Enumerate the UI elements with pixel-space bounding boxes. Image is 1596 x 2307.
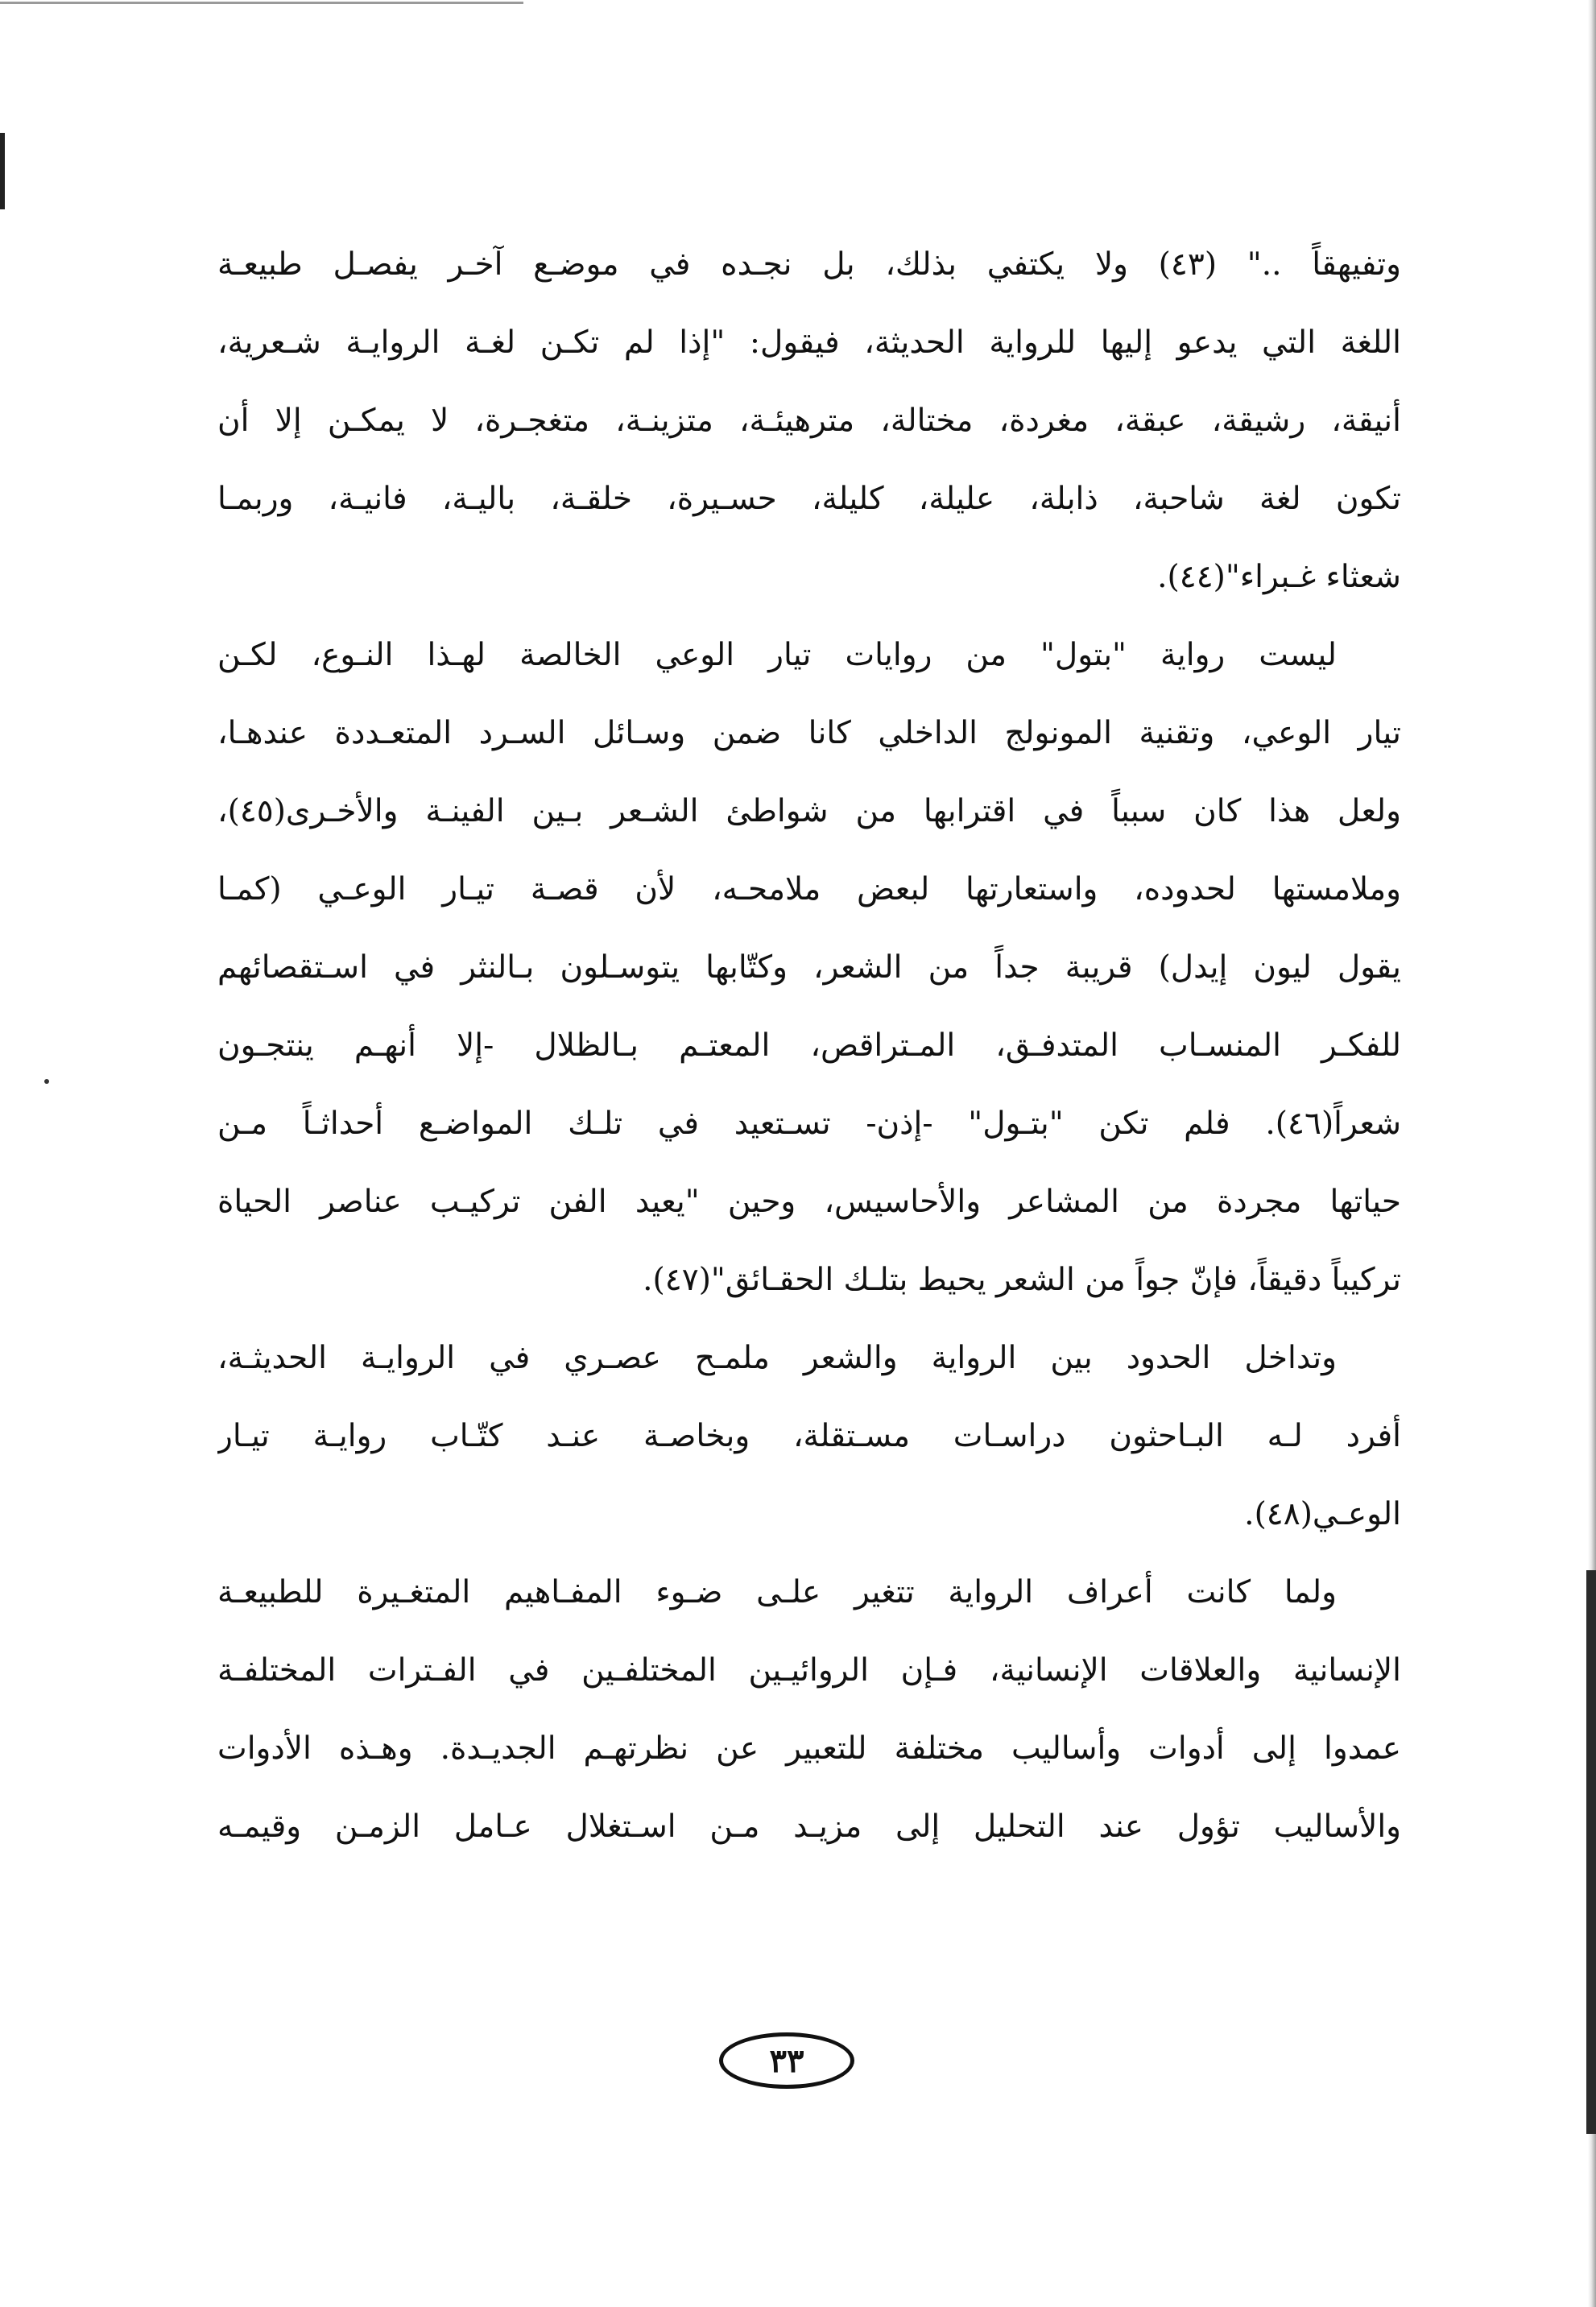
text-line: تكون لغة شاحبة، ذابلة، عليلة، كليلة، حسـيرة، خلقـة، باليـة، فانيـة، وربمـا <box>217 481 1401 517</box>
page-body <box>217 225 1401 1866</box>
text-line: شعثاء غـبراء"(٤٤). <box>1157 559 1401 595</box>
text-line: تركيباً دقيقاً، فإنّ جواً من الشعر يحيط بتلـك الحقـائق"(٤٧). <box>643 1262 1401 1298</box>
text-line: شعراً(٤٦). فلم تكن "بتـول" -إذن- تسـتعيد في تلـك المواضـع أحداثـاً مـن <box>217 1106 1401 1142</box>
paragraph-first-line: ولما كانت أعراف الرواية تتغير علـى ضـوء المفـاهيم المتغـيرة للطبيعـة <box>217 1574 1337 1610</box>
text-line: أفرد لـه البـاحثون دراسـات مسـتقلة، وبخاصـة عنـد كتّـاب روايـة تيـار <box>217 1418 1401 1454</box>
text-line: وملامستها لحدوده، واستعارتها لبعض ملامحـه، لأن قصـة تيـار الوعـي (كمـا <box>217 871 1401 908</box>
text-line: والأساليب تؤول عند التحليل إلى مزيـد مـن اسـتغلال عـامل الزمـن وقيمـه <box>217 1809 1401 1845</box>
paragraph-first-line: وتداخل الحدود بين الرواية والشعر ملمـح عصـري في الروايـة الحديثـة، <box>217 1340 1337 1376</box>
scan-speck <box>44 1079 49 1084</box>
left-scan-mark <box>0 133 5 209</box>
text-line: وتفيهقاً .." (٤٣) ولا يكتفي بذلك، بل نجـده في موضـع آخـر يفصـل طبيعـة <box>217 246 1401 283</box>
text-line: أنيقة، رشيقة، عبقة، مغردة، مختالة، مترهيئـة، متزينـة، متغجـرة، لا يمكـن إلا أن <box>217 403 1401 439</box>
paragraph-first-line: ليست رواية "بتول" من روايات تيار الوعي الخالصة لهـذا النـوع، لكـن <box>217 637 1337 673</box>
text-line: اللغة التي يدعو إليها للرواية الحديثة، فيقول: "إذا لم تكـن لغـة الروايـة شـعرية، <box>217 325 1401 361</box>
text-line: عمدوا إلى أدوات وأساليب مختلفة للتعبير عن نظرتهـم الجديـدة. وهـذه الأدوات <box>217 1730 1401 1767</box>
text-line: تيار الوعي، وتقنية المونولج الداخلي كانا ضمن وسـائل السـرد المتعـددة عندهـا، <box>217 715 1401 751</box>
text-line: ولعل هذا كان سبباً في اقترابها من شواطئ الشـعر بـين الفينـة والأخـرى(٤٥)، <box>217 793 1401 829</box>
text-line: الوعـي(٤٨). <box>1244 1496 1401 1532</box>
text-line: حياتها مجردة من المشاعر والأحاسيس، وحين "يعيد الفن تركيـب عناصر الحياة <box>217 1184 1401 1220</box>
text-line: للفكـر المنسـاب المتدفـق، المـتراقص، المعتـم بـالظلال -إلا أنهـم ينتجـون <box>217 1027 1401 1064</box>
right-scan-shadow <box>1586 1570 1596 2134</box>
text-line: يقول ليون إيدل) قريبة جداً من الشعر، وكتّابها يتوسـلون بـالنثر في اسـتقصائهم <box>217 949 1401 986</box>
page-number: ٣٣ <box>719 2032 854 2089</box>
top-scan-rule <box>0 2 523 4</box>
text-line: الإنسانية والعلاقات الإنسانية، فـإن الروائيـين المختلفـين في الفـترات المختلفـة <box>217 1652 1401 1689</box>
